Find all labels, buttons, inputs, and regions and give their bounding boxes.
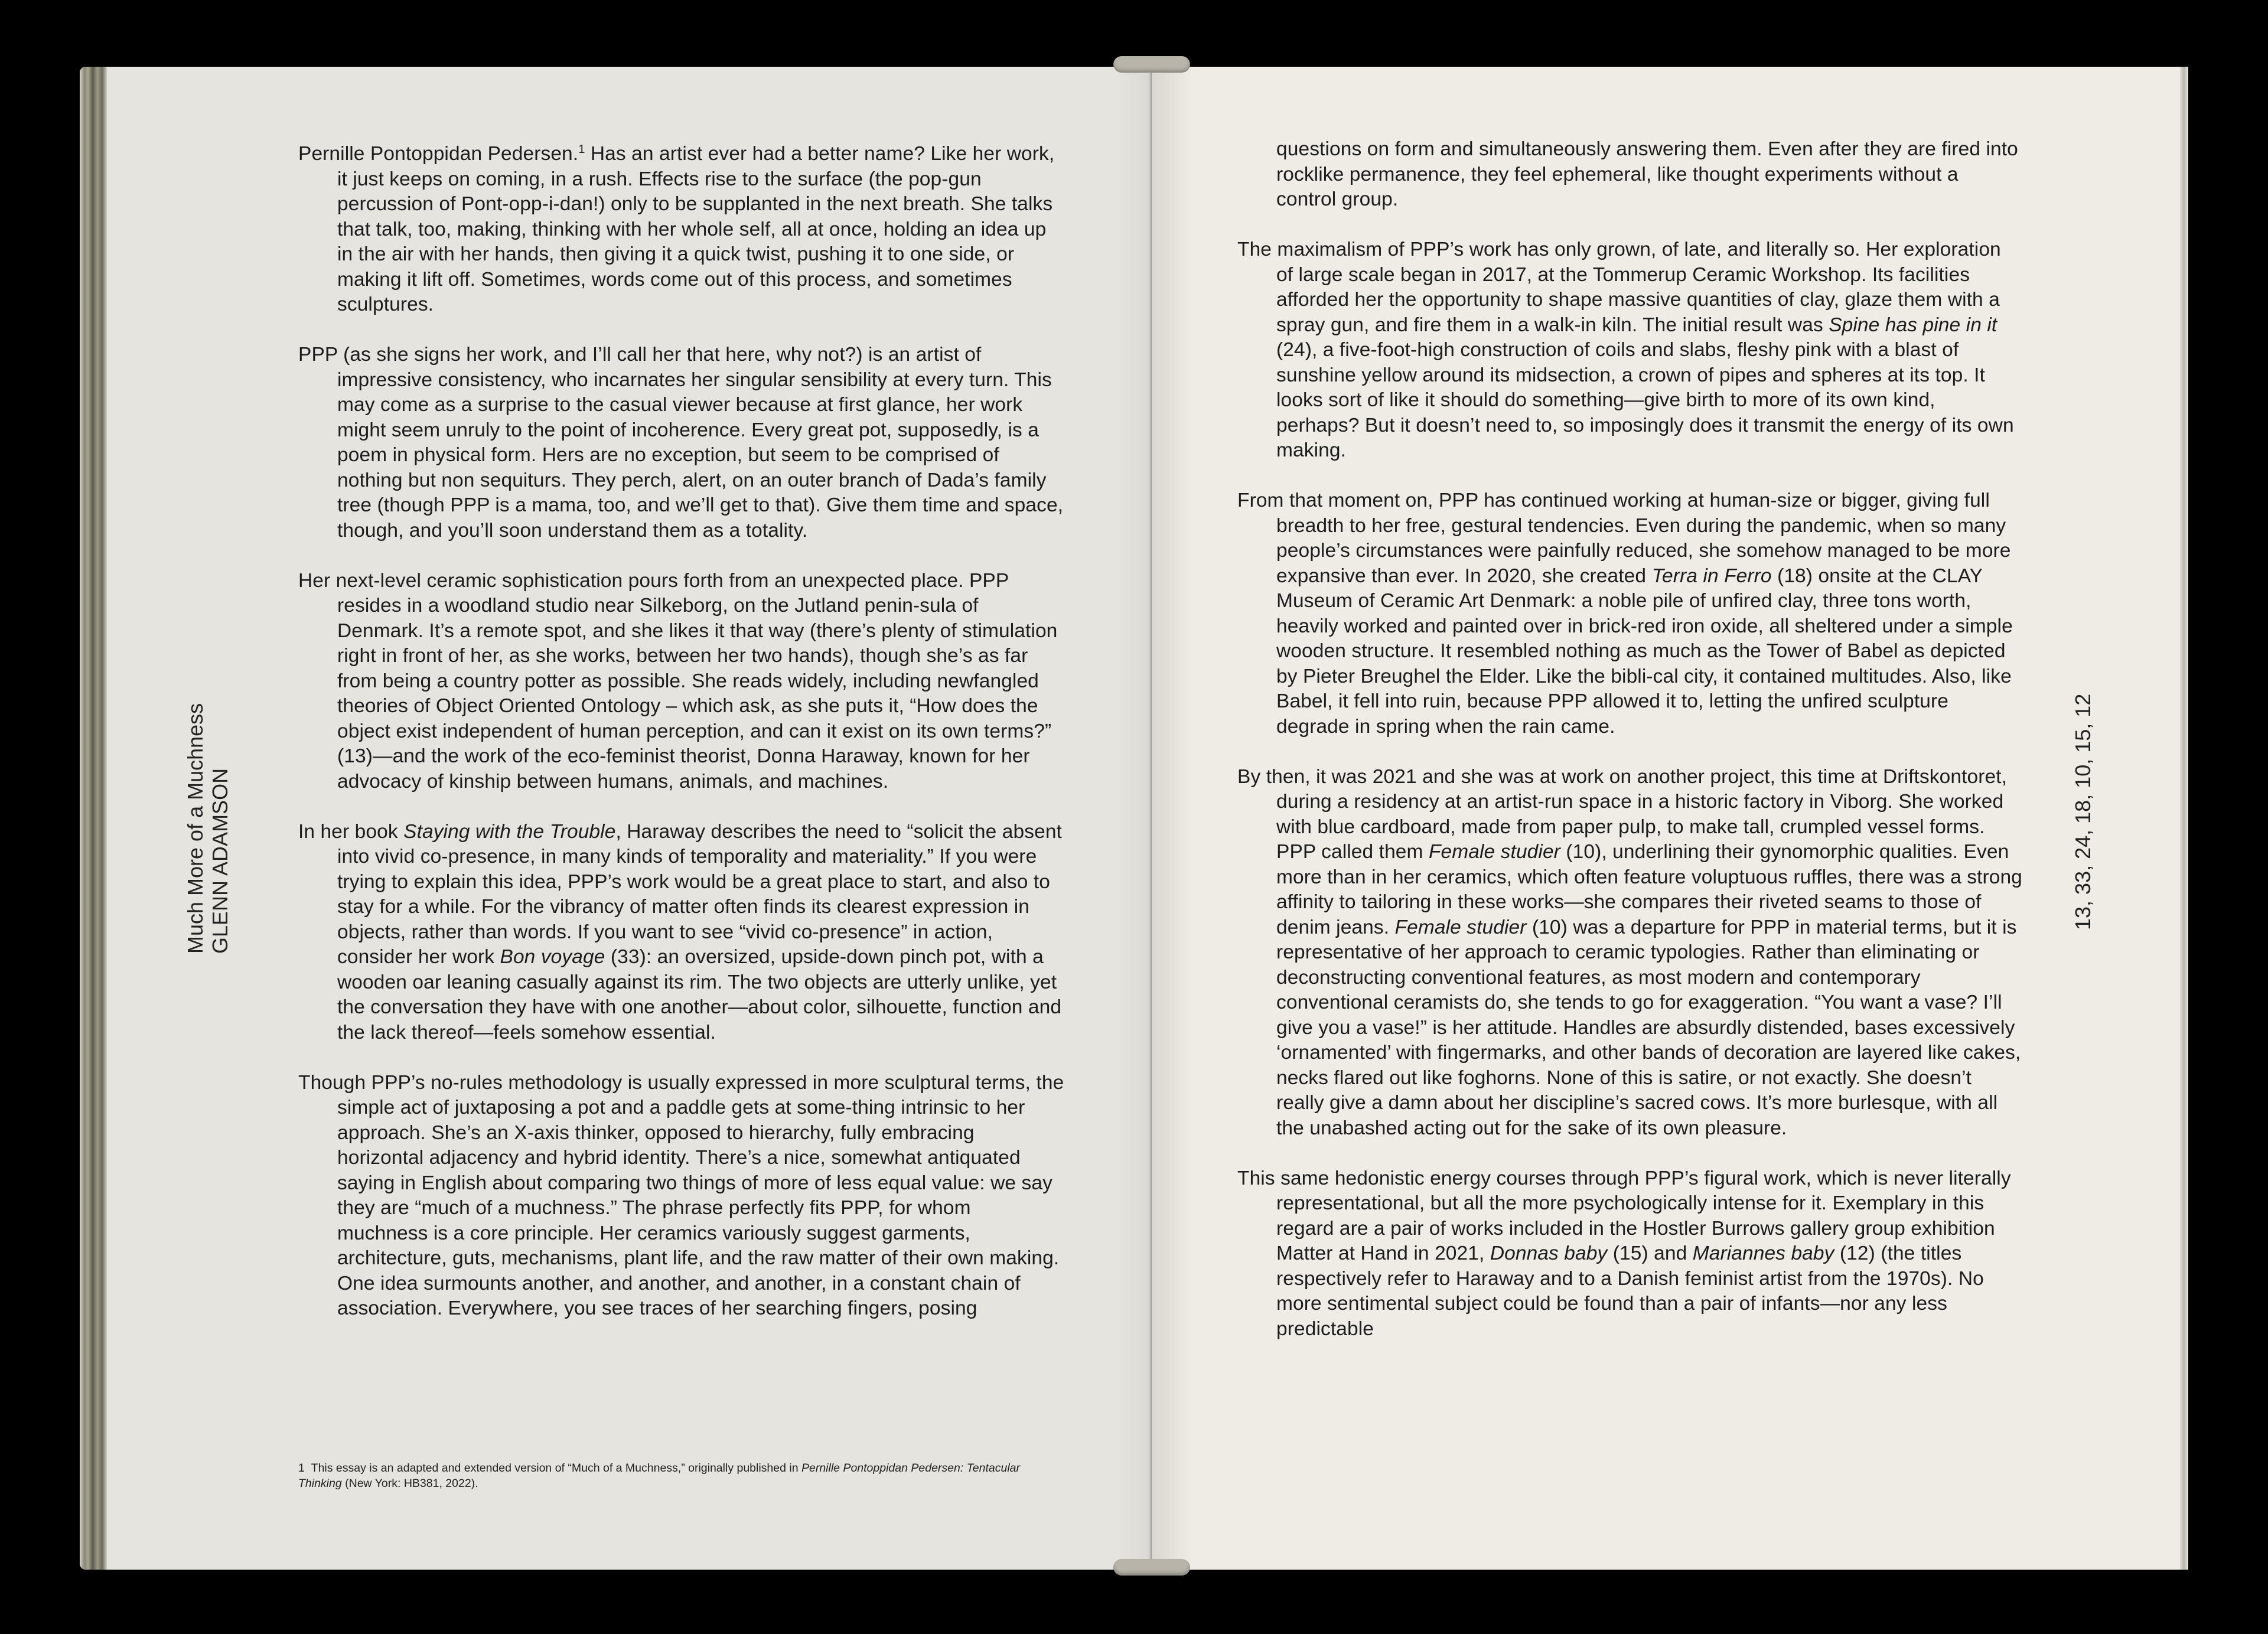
gutter-shadow xyxy=(1116,67,1152,1570)
left-paragraph: Though PPP’s no-rules methodology is usually expressed in more sculptural terms, the simple act of juxtaposing a pot and a paddle gets at some-thing intrinsic to her approach. She’s an X-axis thinker, opposed to hierarchy, fully embracing horizontal adjacency and hybrid identity. There’s a nice, somewhat antiquated saying in English about comparing two things of more of less equal value: we say they are “much of a muchness.” The phrase perfectly fits PPP, for whom muchness is a core principle. Her ceramics variously suggest garments, architecture, guts, mechanisms, plant life, and the raw matter of their own making. One idea surmounts another, and another, and another, in a constant chain of association. Everywhere, you see traces of her searching fingers, posing xyxy=(298,1071,1064,1320)
binding-clip-bottom xyxy=(1113,1559,1190,1576)
right-paragraph: By then, it was 2021 and she was at work on another project, this time at Driftskontoret, during a residency at an artist-run space in a historic factory in Viborg. She worked with blue cardboard, made from paper pulp, to make tall, crumpled vessel forms. PPP called them Female studier (10), underlining their gynomorphic qualities. Even more than in her ceramics, which often feature voluptuous ruffles, there was a strong affinity to tailoring in these works—she compares their riveted seams to those of denim jeans. Female studier (10) was a departure for PPP in material terms, but it is representative of her approach to ceramic typologies. Rather than eliminating or deconstructing conventional features, as most modern and contemporary conventional ceramists do, she tends to go for exaggeration. “You want a vase? I’ll give you a vase!” is her attitude. Handles are absurdly distended, bases excessively ‘ornamented’ with fingermarks, and other bands of decoration are layered like cakes, necks flared out like foghorns. None of this is satire, or not exactly. She doesn’t really give a damn about her discipline’s sacred cows. It’s more burlesque, with all the unabashed acting out for the sake of its own pleasure. xyxy=(1237,765,2022,1139)
left-paragraph: PPP (as she signs her work, and I’ll call her that here, why not?) is an artist of impressive consistency, who incarnates her singular sensibility at every turn. This may come as a surprise to the casual viewer because at first glance, her work might seem unruly to the point of incoherence. Every great pot, supposedly, is a poem in physical form. Hers are no exception, but seem to be comprised of nothing but non sequiturs. They perch, alert, on an outer branch of Dada’s family tree (though PPP is a mama, too, and we’ll get to that). Give them time and space, though, and you’ll soon understand them as a totality. xyxy=(298,344,1064,542)
page-edge xyxy=(2180,67,2188,1570)
right-paragraph: From that moment on, PPP has continued working at human-size or bigger, giving full breadth to her free, gestural tendencies. Even during the pandemic, when so many people’s circumstances were painfully reduced, she somehow managed to be more expansive than ever. In 2020, she created Terra in Ferro (18) onsite at the CLAY Museum of Ceramic Art Denmark: a noble pile of unfired clay, three tons worth, heavily worked and painted over in brick-red iron oxide, all sheltered under a simple wooden structure. It resembled nothing as much as the Tower of Babel as depicted by Pieter Breughel the Elder. Like the bibli-cal city, it contained multitudes. Also, like Babel, it fell into ruin, because PPP allowed it to, letting the unfired sculpture degrade in spring when the rain came. xyxy=(1237,490,2013,738)
page-stack-edge xyxy=(80,67,107,1570)
right-paragraph: This same hedonistic energy courses through PPP’s figural work, which is never literally representational, but all the more psychologically intense for it. Exemplary in this regard are a pair of works included in the Hostler Burrows gallery group exhibition Matter at Hand in 2021, Donnas baby (15) and Mariannes baby (12) (the titles respectively refer to Haraway and to a Danish feminist artist from the 1970s). No more sentimental subject could be found than a pair of infants—nor any less predictable xyxy=(1237,1167,2011,1340)
left-paragraph: Her next-level ceramic sophistication pours forth from an unexpected place. PPP resides in a woodland studio near Silkeborg, on the Jutland penin-sula of Denmark. It’s a remote spot, and she likes it that way (there’s plenty of stimulation right in front of her, as she works, between her two hands), though she’s as far from being a country potter as possible. She reads widely, including newfangled theories of Object Oriented Ontology – which ask, as she puts it, “How does the object exist independent of human perception, and can it exist on its own terms?” (13)—and the work of the eco-feminist theorist, Donna Haraway, known for her advocacy of kinship between humans, animals, and machines. xyxy=(298,569,1058,792)
left-text-column xyxy=(298,137,1066,1346)
gutter-shadow xyxy=(1152,67,1193,1570)
left-paragraph: In her book Staying with the Trouble, Haraway describes the need to “solicit the absent into vivid co-presence, in many kinds of temporality and materiality.” If you were trying to explain this idea, PPP’s work would be a great place to start, and also to stay for a while. For the vibrancy of matter often finds its clearest expression in objects, rather than words. If you want to see “vivid co-presence” in action, consider her work Bon voyage (33): an oversized, upside-down pinch pot, with a wooden oar leaning casually against its rim. The two objects are utterly unlike, yet the conversation they have with one another—about color, silhouette, function and the lack thereof—feels somehow essential. xyxy=(298,820,1062,1043)
left-paragraph: Pernille Pontoppidan Pedersen.$^1$ Has an artist ever had a better name? Like her work, it just keeps on coming, in a rush. Effects rise to the surface (the pop-gun percussion of Pont-opp-i-dan!) only to be supplanted in the next breath. She talks that talk, too, making, thinking with her whole self, all at once, holding an idea up in the air with her hands, then giving it a quick twist, pushing it to one side, or making it lift off. Sometimes, words come out of this process, and sometimes sculptures. xyxy=(298,143,1055,316)
right-paragraph: questions on form and simultaneously answering them. Even after they are fired into rocklike permanence, they feel ephemeral, like thought experiments without a control group. xyxy=(1276,138,2018,210)
running-head xyxy=(183,703,233,954)
binding-clip-top xyxy=(1113,56,1190,73)
right-paragraph: The maximalism of PPP’s work has only grown, of late, and literally so. Her exploration of large scale began in 2017, at the Tommerup Ceramic Workshop. Its facilities afforded her the opportunity to shape massive quantities of clay, glaze them with a spray gun, and fire them in a walk-in kiln. The initial result was Spine has pine in it (24), a five-foot-high construction of coils and slabs, fleshy pink with a blast of sunshine yellow around its midsection, a crown of pipes and spheres at its top. It looks sort of like it should do something—give birth to more of its own kind, perhaps? But it doesn’t need to, so imposingly does it transmit the energy of its own making. xyxy=(1237,239,2014,461)
right-text-column xyxy=(1237,137,2023,1367)
running-author: GLENN ADAMSON xyxy=(208,768,232,954)
running-title: Much More of a Muchness xyxy=(183,703,207,954)
footnote: 1 This essay is an adapted and extended version of “Much of a Muchness,” originally published in Pernille Pontoppidan Pedersen: Tentacular Thinking (New York: HB381, 2022). xyxy=(298,1462,1021,1490)
figure-references: 13, 33, 24, 18, 10, 15, 12 xyxy=(2071,693,2095,930)
